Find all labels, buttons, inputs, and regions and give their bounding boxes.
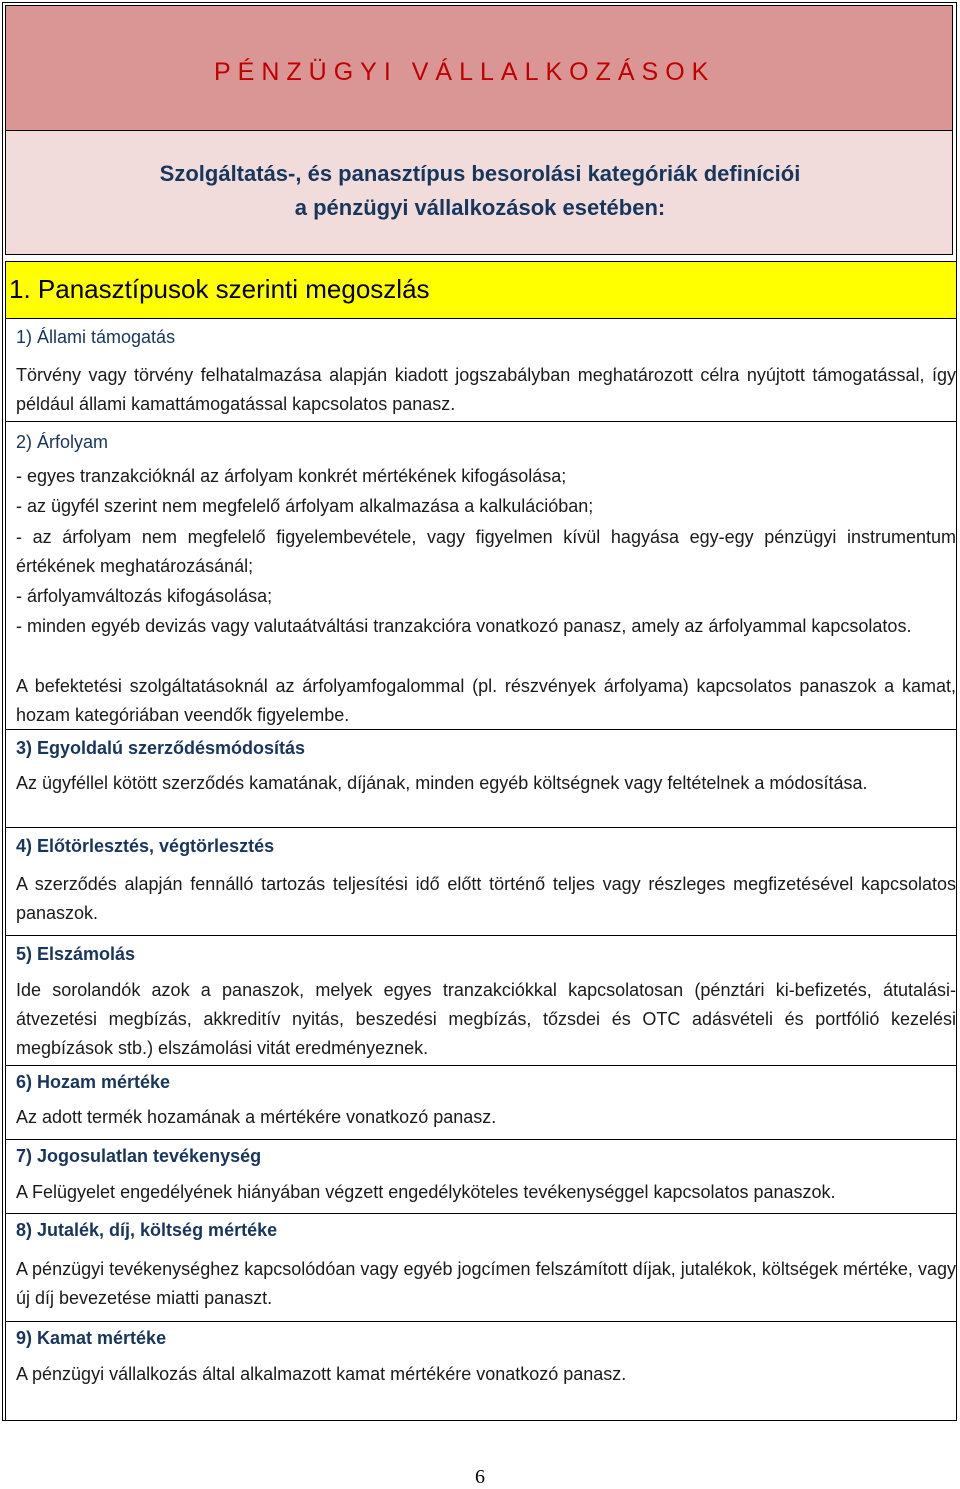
- item-heading: 2) Árfolyam: [16, 432, 109, 452]
- page-number: 6: [475, 1466, 485, 1488]
- item-text: Ide sorolandók azok a panaszok, melyek egyes tranzakciókkal kapcsolatosan (pénztári ki-befizetés, átutalási-átvezetési megbízás, akkreditív nyitás, beszedési megbízás, tőzsdei és OTC adásvételi és portfólió kezelési megbízások stb.) elszámolási vitát eredményeznek.: [16, 980, 956, 1058]
- item-line: - egyes tranzakcióknál az árfolyam konkrét mértékének kifogásolása;: [16, 466, 567, 486]
- item-text: Az ügyféllel kötött szerződés kamatának, díjának, minden egyéb költségnek vagy feltételnek a módosítása.: [16, 773, 868, 793]
- title-banner: [5, 5, 953, 130]
- item-heading: 8) Jutalék, díj, költség mértéke: [16, 1220, 278, 1240]
- item-heading: 7) Jogosulatlan tevékenység: [16, 1146, 262, 1166]
- section-heading: 1. Panasztípusok szerinti megoszlás: [9, 274, 430, 304]
- item-text: A pénzügyi vállalkozás által alkalmazott kamat mértékére vonatkozó panasz.: [16, 1364, 627, 1384]
- item-text: A pénzügyi tevékenységhez kapcsolódóan vagy egyéb jogcímen felszámított díjak, jutalékok, költségek mértéke, vagy új díj bevezetése miatti panaszt.: [16, 1259, 956, 1308]
- item-text: A Felügyelet engedélyének hiányában végzett engedélyköteles tevékenységgel kapcsolatos panaszok.: [16, 1182, 836, 1202]
- item-line: - árfolyamváltozás kifogásolása;: [16, 586, 273, 606]
- item-heading: 6) Hozam mértéke: [16, 1072, 171, 1092]
- item-6: [5, 1066, 957, 1140]
- item-heading: 5) Elszámolás: [16, 944, 136, 964]
- item-9: [5, 1322, 957, 1421]
- subtitle: [6, 157, 954, 225]
- item-text: A szerződés alapján fennálló tartozás teljesítési idő előtt történő teljes vagy részleges megfizetésével kapcsolatos panaszok.: [16, 874, 956, 923]
- item-heading: 3) Egyoldalú szerződésmódosítás: [16, 738, 306, 758]
- item-heading: 1) Állami támogatás: [16, 327, 176, 347]
- item-1: [5, 319, 957, 422]
- item-text: Törvény vagy törvény felhatalmazása alapján kiadott jogszabályban meghatározott célra nyújtott támogatással, így például állami kamattámogatással kapcsolatos panasz.: [16, 365, 956, 414]
- item-3: [5, 730, 957, 828]
- item-7: [5, 1140, 957, 1214]
- item-5: [5, 936, 957, 1066]
- item-4: [5, 828, 957, 936]
- item-text: Az adott termék hozamának a mértékére vonatkozó panasz.: [16, 1107, 497, 1127]
- page-title: PÉNZÜGYI VÁLLALKOZÁSOK: [214, 58, 716, 86]
- item-line: A befektetési szolgáltatásoknál az árfolyamfogalommal (pl. részvények árfolyama) kapcsolatos panaszok a kamat, hozam kategóriában veendők figyelembe.: [16, 676, 956, 725]
- item-heading: 4) Előtörlesztés, végtörlesztés: [16, 836, 275, 856]
- subtitle-banner: [5, 130, 953, 255]
- item-2: [5, 422, 957, 730]
- item-heading: 9) Kamat mértéke: [16, 1328, 167, 1348]
- section-heading-bar: [5, 261, 957, 319]
- subtitle-line-1: Szolgáltatás-, és panasztípus besorolási kategóriák definíciói: [159, 161, 801, 186]
- item-8: [5, 1214, 957, 1322]
- subtitle-line-2: a pénzügyi vállalkozások esetében:: [294, 195, 666, 220]
- item-line: - minden egyéb devizás vagy valutaátváltási tranzakcióra vonatkozó panasz, amely az árfolyammal kapcsolatos.: [16, 616, 912, 636]
- item-line: - az árfolyam nem megfelelő figyelembevétele, vagy figyelmen kívül hagyása egy-egy pénzügyi instrumentum értékének meghatározásánál;: [16, 527, 956, 576]
- item-line: - az ügyfél szerint nem megfelelő árfolyam alkalmazása a kalkulációban;: [16, 496, 594, 516]
